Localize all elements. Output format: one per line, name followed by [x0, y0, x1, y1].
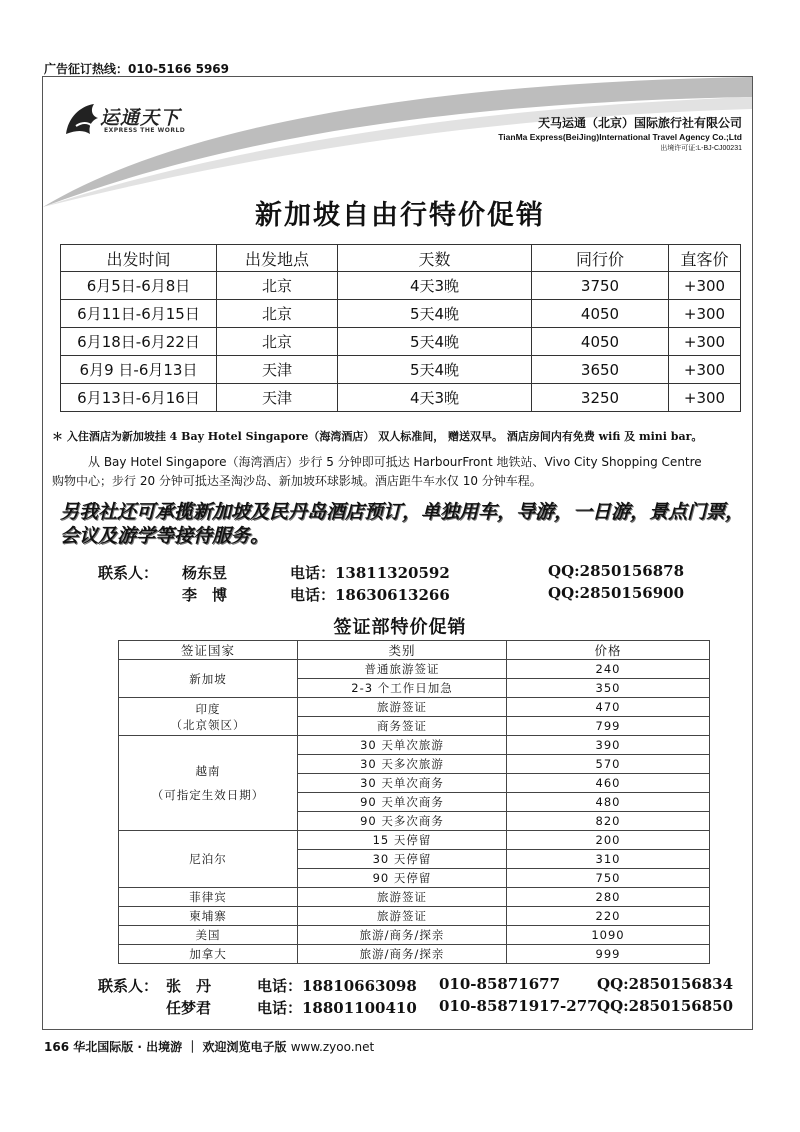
- contact-phone: 电话：18630613266: [290, 586, 450, 604]
- cell-visa-type: 旅游签证: [298, 907, 507, 926]
- table-row: [119, 926, 710, 945]
- cell-date: 6月9 日-6月13日: [61, 356, 217, 384]
- cell-price: 999: [507, 945, 710, 964]
- cell-origin: 北京: [217, 328, 338, 356]
- cell-price: 280: [507, 888, 710, 907]
- cell-country: [119, 698, 298, 736]
- cell-visa-type: 旅游/商务/探亲: [298, 945, 507, 964]
- cell-price: 200: [507, 831, 710, 850]
- contact-qq: QQ:2850156878: [548, 562, 685, 580]
- page-footer: [44, 1038, 374, 1055]
- cell-date: 6月11日-6月15日: [61, 300, 217, 328]
- cell-retail-price: +300: [669, 272, 741, 300]
- column-header: 同行价: [532, 245, 669, 272]
- cell-price: 799: [507, 717, 710, 736]
- table-row: [119, 736, 710, 755]
- contact-qq: QQ:2850156834: [597, 975, 734, 993]
- table-row: [119, 888, 710, 907]
- logo-title: 运通天下: [100, 107, 181, 129]
- cell-visa-type: 旅游/商务/探亲: [298, 926, 507, 945]
- footer-url: www.zyoo.net: [290, 1040, 375, 1054]
- cell-visa-type: 90 天多次商务: [298, 812, 507, 831]
- cell-visa-type: 30 天停留: [298, 850, 507, 869]
- ad-hotline: 广告征订热线：010-5166 5969: [44, 62, 230, 76]
- column-header: 出发地点: [217, 245, 338, 272]
- cell-duration: 4天3晚: [338, 272, 532, 300]
- column-header: 出发时间: [61, 245, 217, 272]
- agency-name-en: TianMa Express(BeiJing)International Travel Agency Co.;Ltd: [498, 132, 742, 142]
- cell-price: 750: [507, 869, 710, 888]
- cell-trade-price: 3650: [532, 356, 669, 384]
- cell-price: 390: [507, 736, 710, 755]
- cell-visa-type: 30 天多次旅游: [298, 755, 507, 774]
- contact-label: 联系人：: [98, 977, 159, 995]
- cell-price: 220: [507, 907, 710, 926]
- contact-name: 任梦君: [166, 999, 212, 1017]
- contact-phone: 电话：18801100410: [257, 999, 417, 1017]
- contact-phone: 电话：18810663098: [257, 977, 417, 995]
- contact-qq: QQ:2850156900: [548, 584, 685, 602]
- cell-visa-type: 普通旅游签证: [298, 660, 507, 679]
- table-row: [119, 660, 710, 679]
- cell-date: 6月13日-6月16日: [61, 384, 217, 412]
- cell-visa-type: 30 天单次旅游: [298, 736, 507, 755]
- country-name: 越南: [195, 764, 221, 778]
- cell-origin: 北京: [217, 272, 338, 300]
- hotel-note: ＊ 入住酒店为新加坡挂 4 Bay Hotel Singapore（海湾酒店） 双人标准间， 赠送双早。 酒店房间内有免费 wifi 及 mini bar。: [52, 430, 703, 443]
- cell-price: 1090: [507, 926, 710, 945]
- cell-date: 6月5日-6月8日: [61, 272, 217, 300]
- cell-visa-type: 旅游签证: [298, 698, 507, 717]
- contact-label: 联系人：: [98, 564, 159, 582]
- cell-retail-price: +300: [669, 300, 741, 328]
- table-row: [61, 272, 741, 300]
- country-note: （北京领区）: [170, 717, 246, 732]
- cell-visa-type: 90 天停留: [298, 869, 507, 888]
- tour-table: [60, 244, 741, 412]
- cell-trade-price: 3750: [532, 272, 669, 300]
- cell-visa-type: 旅游签证: [298, 888, 507, 907]
- country-name: 印度: [195, 701, 221, 716]
- location-note-line2: 购物中心；步行 20 分钟可抵达圣淘沙岛、新加坡环球影城。酒店距牛车水仅 10 分钟车程。: [52, 474, 542, 488]
- cell-price: 470: [507, 698, 710, 717]
- contact-name: 张 丹: [166, 977, 212, 995]
- cell-duration: 5天4晚: [338, 328, 532, 356]
- cell-trade-price: 3250: [532, 384, 669, 412]
- table-row: [61, 356, 741, 384]
- cell-visa-type: 商务签证: [298, 717, 507, 736]
- table-header-row: [119, 641, 710, 660]
- cell-duration: 5天4晚: [338, 300, 532, 328]
- contact-tel: 010-85871917-277: [439, 997, 598, 1015]
- tour-promo-title: 新加坡自由行特价促销: [255, 200, 545, 231]
- cell-visa-type: 15 天停留: [298, 831, 507, 850]
- cell-visa-type: 90 天单次商务: [298, 793, 507, 812]
- table-row: [119, 945, 710, 964]
- location-note-line1: 从 Bay Hotel Singapore（海湾酒店）步行 5 分钟即可抵达 HarbourFront 地铁站、Vivo City Shopping Centre: [88, 455, 702, 469]
- agency-name-cn: 天马运通（北京）国际旅行社有限公司: [537, 116, 742, 130]
- cell-duration: 4天3晚: [338, 384, 532, 412]
- cell-price: 310: [507, 850, 710, 869]
- contact-qq: QQ:2850156850: [597, 997, 734, 1015]
- cell-retail-price: +300: [669, 328, 741, 356]
- logo-subtitle: EXPRESS THE WORLD: [104, 127, 186, 134]
- cell-date: 6月18日-6月22日: [61, 328, 217, 356]
- table-header-row: [61, 245, 741, 272]
- cell-trade-price: 4050: [532, 328, 669, 356]
- visa-promo-title: 签证部特价促销: [333, 617, 467, 638]
- table-row: [61, 328, 741, 356]
- cell-country: 柬埔寨: [119, 907, 298, 926]
- table-row: [119, 698, 710, 717]
- cell-retail-price: +300: [669, 356, 741, 384]
- column-header: 签证国家: [119, 641, 298, 660]
- cell-country: 美国: [119, 926, 298, 945]
- contact-name: 杨东昱: [182, 564, 228, 582]
- cell-retail-price: +300: [669, 384, 741, 412]
- column-header: 天数: [338, 245, 532, 272]
- cell-visa-type: 30 天单次商务: [298, 774, 507, 793]
- column-header: 价格: [507, 641, 710, 660]
- services-statement: 另我社还可承揽新加坡及民丹岛酒店预订，单独用车，导游，一日游，景点门票，会议及游学等接待服务。: [60, 501, 745, 547]
- cell-country: 尼泊尔: [119, 831, 298, 888]
- cell-price: 570: [507, 755, 710, 774]
- table-row: [119, 831, 710, 850]
- footer-text: 166 华北国际版 · 出境游 ｜ 欢迎浏览电子版: [44, 1040, 287, 1054]
- cell-country: 加拿大: [119, 945, 298, 964]
- cell-country: 菲律宾: [119, 888, 298, 907]
- cell-origin: 天津: [217, 384, 338, 412]
- cell-price: 240: [507, 660, 710, 679]
- visa-table: [118, 640, 710, 964]
- cell-price: 820: [507, 812, 710, 831]
- table-row: [61, 384, 741, 412]
- cell-origin: 北京: [217, 300, 338, 328]
- agency-license: 出境许可证:L-BJ-CJ00231: [660, 145, 742, 152]
- agency-block: [498, 114, 742, 153]
- table-row: [119, 907, 710, 926]
- cell-price: 350: [507, 679, 710, 698]
- cell-trade-price: 4050: [532, 300, 669, 328]
- country-note: （可指定生效日期）: [151, 788, 265, 802]
- cell-country: 新加坡: [119, 660, 298, 698]
- column-header: 类别: [298, 641, 507, 660]
- column-header: 直客价: [669, 245, 741, 272]
- cell-country: [119, 736, 298, 831]
- cell-price: 460: [507, 774, 710, 793]
- cell-price: 480: [507, 793, 710, 812]
- contact-phone: 电话：13811320592: [290, 564, 450, 582]
- contact-tel: 010-85871677: [439, 975, 561, 993]
- contact-name: 李 博: [182, 586, 228, 604]
- cell-origin: 天津: [217, 356, 338, 384]
- cell-duration: 5天4晚: [338, 356, 532, 384]
- table-row: [61, 300, 741, 328]
- cell-visa-type: 2-3 个工作日加急: [298, 679, 507, 698]
